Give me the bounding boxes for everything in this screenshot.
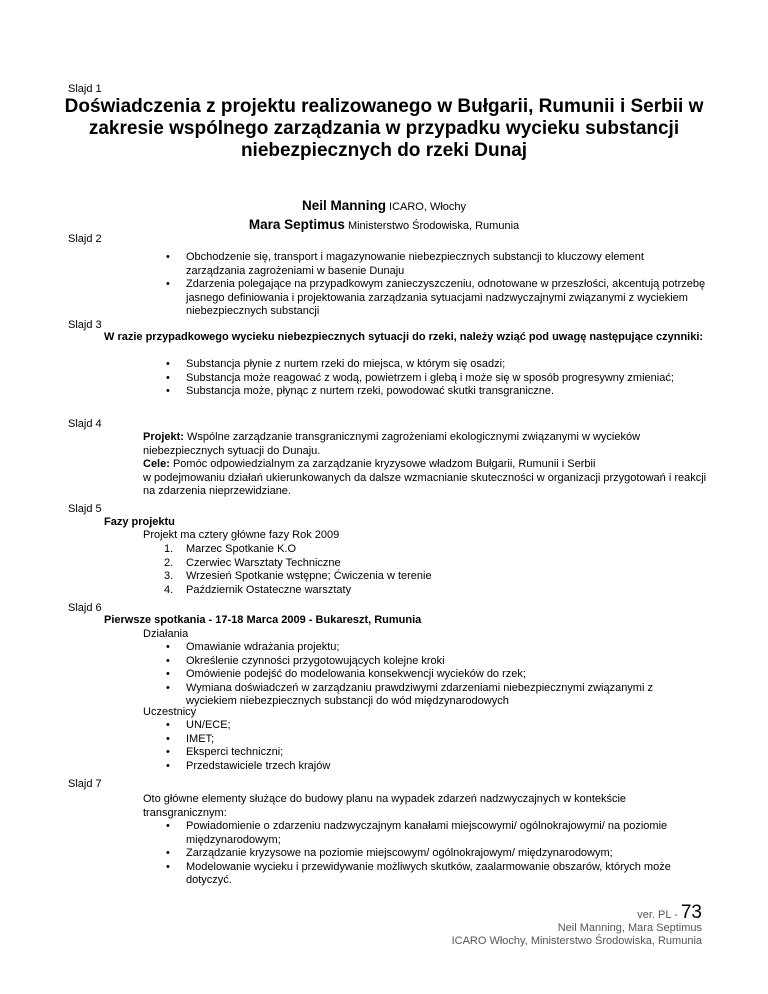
list-item: 2. Czerwiec Warsztaty Techniczne	[164, 556, 341, 569]
slide-4-label: Slajd 4	[68, 418, 102, 430]
bullet-icon: •	[166, 732, 170, 745]
slide-3-heading: W razie przypadkowego wycieku niebezpiecznych sytuacji do rzeki, należy wziąć pod uwagę następujące czynniki:	[104, 331, 704, 343]
slide-6-label: Slajd 6	[68, 602, 102, 614]
list-item: 1. Marzec Spotkanie K.O	[164, 543, 297, 555]
list-item: • Przedstawiciele trzech krajów	[166, 759, 331, 772]
bullet-icon: •	[166, 641, 170, 653]
bullet-icon: •	[166, 860, 170, 873]
bullet-icon: •	[166, 654, 170, 667]
list-item: • UN/ECE;	[166, 719, 231, 731]
list-item: • Substancja płynie z nurtem rzeki do miejsca, w którym się osadzi;	[166, 358, 506, 370]
bullet-icon: •	[166, 719, 170, 731]
list-item: • Zarządzanie kryzysowe na poziomie miejscowym/ ogólnokrajowym/ międzynarodowym;	[166, 847, 613, 859]
list-item: • Omawianie wdrażania projektu;	[166, 641, 340, 653]
bullet-icon: •	[166, 820, 170, 832]
list-item: • Określenie czynności przygotowujących kolejne kroki	[166, 654, 445, 667]
participants-list	[166, 719, 586, 773]
slide-6-heading: Pierwsze spotkania - 17-18 Marca 2009 - Bukareszt, Rumunia	[104, 614, 422, 626]
list-item: • Modelowanie wycieku i przewidywanie możliwych skutków, zaalarmowanie obszarów, których może dotyczyć.	[166, 860, 671, 886]
slide-4-body	[143, 431, 708, 499]
author-1	[0, 197, 768, 216]
list-item: • Eksperci techniczni;	[166, 746, 284, 758]
version-label: ver. PL -	[637, 909, 678, 921]
project-goals: Cele: Pomóc odpowiedzialnym za zarządzanie kryzysowe władzom Bułgarii, Rumunii i Serbii	[143, 458, 596, 470]
bullet-icon: •	[166, 759, 170, 772]
author-1-affiliation: ICARO, Włochy	[389, 201, 467, 213]
slide-3-bullets	[166, 358, 686, 399]
page-footer	[451, 902, 702, 948]
slide-5-label: Slajd 5	[68, 503, 102, 515]
bullet-icon: •	[166, 251, 170, 263]
bullet-icon: •	[166, 681, 170, 694]
slide-3-label: Slajd 3	[68, 319, 102, 331]
list-item: • IMET;	[166, 732, 215, 745]
phases-list	[164, 543, 666, 597]
author-2-name: Mara Septimus	[248, 217, 345, 232]
actions-label: Działania	[143, 628, 189, 640]
bullet-icon: •	[166, 746, 170, 758]
project-goals-continued: w podejmowaniu działań ukierunkowanych da dalsze wzmacnianie skuteczności w organizacji przygotowań i reakcji na zdarzenia nieprzewidziane.	[143, 471, 707, 497]
footer-institutions: ICARO Włochy, Ministerstwo Środowiska, Rumunia	[451, 935, 702, 947]
bullet-icon: •	[166, 385, 170, 397]
list-item: 4. Październik Ostateczne warsztaty	[164, 583, 352, 596]
slide-2-label: Slajd 2	[68, 233, 102, 245]
list-item: • Powiadomienie o zdarzeniu nadzwyczajnym kanałami miejscowymi/ ogólnokrajowymi/ na poziomie międzynarodowym;	[166, 820, 668, 846]
list-item: • Obchodzenie się, transport i magazynowanie niebezpiecznych substancji to kluczowy element zarządzania zagrożeniami w basenie Dunaju	[166, 251, 644, 277]
bullet-icon: •	[166, 847, 170, 859]
bullet-icon: •	[166, 371, 170, 384]
list-item: • Substancja może reagować z wodą, powietrzem i glebą i może się w sposób progresywny zmieniać;	[166, 371, 674, 384]
bullet-icon: •	[166, 668, 170, 680]
slide-7-bullets	[166, 820, 696, 888]
participants-label: Uczestnicy	[143, 706, 197, 718]
slide-7-label: Slajd 7	[68, 778, 102, 790]
bullet-icon: •	[166, 358, 170, 370]
page-number-line	[452, 902, 702, 923]
list-item: • Zdarzenia polegające na przypadkowym zanieczyszczeniu, odnotowane w przeszłości, akcentują potrzebę jasnego definiowania i projektowania zarządzania sytuacjami nadzwyczajnymi związanymi z wyciekiem niebezpiecznych substancji	[166, 278, 706, 317]
slide-2-bullets	[166, 251, 706, 319]
list-item: • Wymiana doświadczeń w zarządzaniu prawdziwymi zdarzeniami niebezpiecznymi związanymi z wyciekiem niebezpiecznych substancji do wód międzynarodowych	[166, 681, 653, 707]
list-item: • Substancja może, płynąc z nurtem rzeki, powodować skutki transgraniczne.	[166, 385, 555, 397]
bullet-icon: •	[166, 278, 170, 290]
author-2	[0, 216, 768, 235]
slide-7-intro: Oto główne elementy służące do budowy planu na wypadek zdarzeń nadzwyczajnych w kontekście transgranicznym:	[143, 793, 627, 819]
slide-5-intro: Projekt ma cztery główne fazy Rok 2009	[143, 529, 340, 541]
author-2-affiliation: Ministerstwo Środowiska, Rumunia	[347, 220, 520, 232]
list-item: 3. Wrzesień Spotkanie wstępne; Ćwiczenia w terenie	[164, 570, 432, 582]
actions-list	[166, 641, 686, 709]
document-title: Doświadczenia z projektu realizowanego w Bułgarii, Rumunii i Serbii w zakresie wspólnego zarządzania w przypadku wycieku substancji niebezpiecznych do rzeki Dunaj	[64, 96, 704, 161]
project-description: Projekt: Wspólne zarządzanie transgranicznymi zagrożeniami ekologicznymi związanymi w wycieków niebezpiecznych sytuacji do Dunaju.	[143, 431, 641, 457]
footer-authors: Neil Manning, Mara Septimus	[557, 922, 702, 934]
slide-5-heading: Fazy projektu	[104, 516, 175, 528]
slide-1-label: Slajd 1	[68, 83, 102, 95]
list-item: • Omówienie podejść do modelowania konsekwencji wycieków do rzek;	[166, 668, 526, 680]
page-number: 73	[680, 902, 702, 923]
author-1-name: Neil Manning	[301, 198, 386, 213]
